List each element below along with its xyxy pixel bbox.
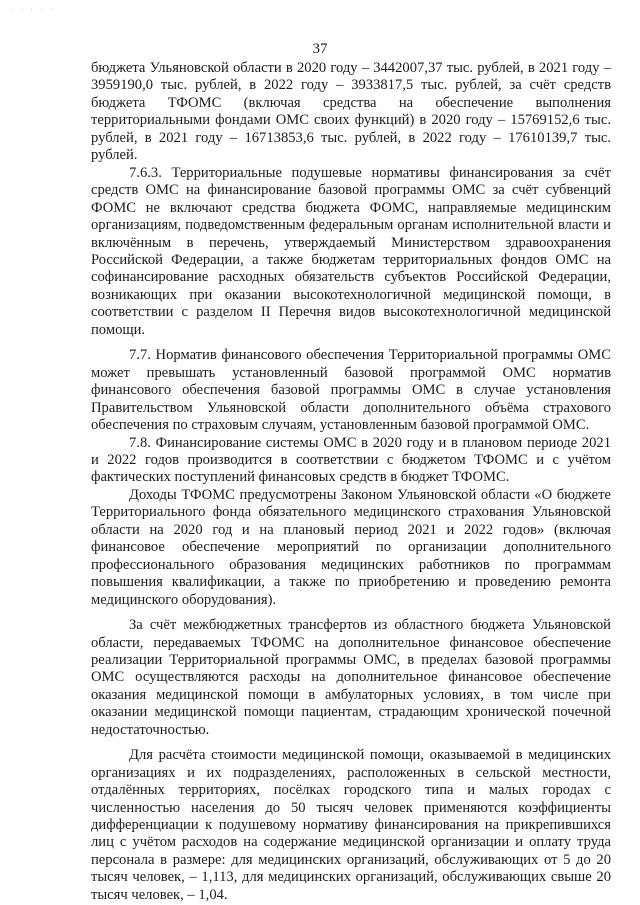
paragraph-tfoms-income: Доходы ТФОМС предусмотрены Законом Ульяновской области «О бюджете Территориального фонда обязательного медицинского страхования Ульяновской области на 2020 год и на плановый период 2021 и 2022 годов» (включая финансовое обеспечение мероприятий по организации дополнительного профессионального образования медицинских работников по программам повышения квалификации, а также по приобретению и проведению ремонта медицинского оборудования). <box>91 486 611 608</box>
paragraph-7-8: 7.8. Финансирование системы ОМС в 2020 году и в плановом периоде 2021 и 2022 годов производится в соответствии с бюджетом ТФОМС и с учётом фактических поступлений финансовых средств в бюджет ТФОМС. <box>91 434 611 486</box>
paragraph-budget-continuation: бюджета Ульяновской области в 2020 году – 3442007,37 тыс. рублей, в 2021 году – 3959190,0 тыс. рублей, в 2022 году – 3933817,5 тыс. рублей, за счёт средств бюджета ТФОМС (включая средства на обеспечение выполнения территориальными фондами ОМС своих функций) в 2020 году – 15769152,6 тыс. рублей, в 2021 году – 16713853,6 тыс. рублей, в 2022 году – 17610139,7 тыс. рублей. <box>91 60 611 164</box>
paragraph-interbudget-transfers: За счёт межбюджетных трансфертов из областного бюджета Ульяновской области, передаваемых ТФОМС на дополнительное финансовое обеспечение реализации Территориальной программы ОМС, в пределах базовой программы ОМС осуществляются расходы на дополнительное финансовое обеспечение оказания медицинской помощи в амбулаторных условиях, в том числе при оказании медицинской помощи пациентам, страдающим хронической почечной недостаточностью. <box>91 617 611 738</box>
paragraph-rural-coefficients: Для расчёта стоимости медицинской помощи, оказываемой в медицинских организациях и их подразделениях, расположенных в сельской местности, отдалённых территориях, посёлках городского типа и малых городах с численностью населения до 50 тысяч человек применяются коэффициенты дифференциации к подушевому нормативу финансирования на прикрепившихся лиц с учётом расходов на содержание медицинской организации и оплату труда персонала в размере: для медицинских организаций, обслуживающих от 5 до 20 тысяч человек, – 1,113, для медицинских организаций, обслуживающих свыше 20 тысяч человек, – 1,04. <box>91 747 611 903</box>
page-number: 37 <box>312 41 328 57</box>
paragraph-7-7: 7.7. Норматив финансового обеспечения Территориальной программы ОМС может превышать установленный базовой программой ОМС норматив финансового обеспечения базовой программы ОМС в случае установления Правительством Ульяновской области дополнительного объёма страхового обеспечения по страховым случаям, установленным базовой программой ОМС. <box>91 347 611 434</box>
document-body <box>91 60 611 904</box>
paragraph-7-6-3: 7.6.3. Территориальные подушевые нормативы финансирования за счёт средств ОМС на финансирование базовой программы ОМС за счёт субвенций ФОМС не включают средства бюджета ФОМС, направляемые медицинским организациям, подведомственным федеральным органам исполнительной власти и включённым в перечень, утверждаемый Министерством здравоохранения Российской Федерации, а также бюджетам территориальных фондов ОМС на софинансирование расходных обязательств субъектов Российской Федерации, возникающих при оказании высокотехнологичной медицинской помощи, в соответствии с разделом II Перечня видов высокотехнологичной медицинской помощи. <box>91 164 611 338</box>
scan-marks: · · · · · <box>10 6 57 13</box>
